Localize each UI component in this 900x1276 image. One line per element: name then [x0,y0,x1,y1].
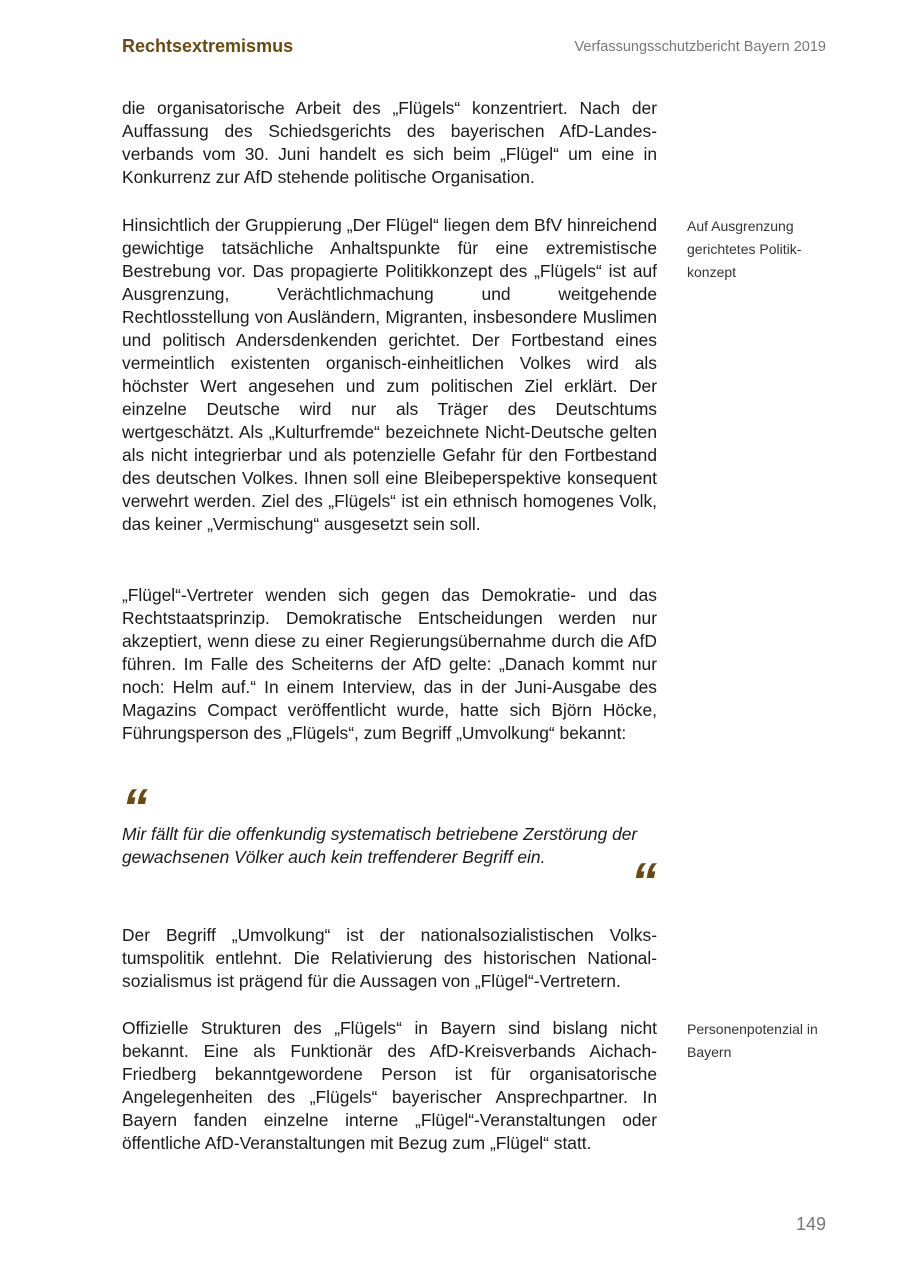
quote-text: Mir fällt für die offenkundig systematisch betriebene Zerstörung der gewachsenen Völker auch kein treffenderer Begriff ein. [122,824,638,867]
paragraph-5-container [122,1017,657,1155]
paragraph-1-container [122,97,657,189]
quote-open-mark: “ [122,779,148,837]
paragraph-5: Offizielle Strukturen des „Flügels“ in Bayern sind bislang nicht bekannt. Eine als Funktionär des AfD-Kreisverbands Aichach-Friedberg bekanntgewordene Person ist für organisatorische Angelegenheiten des „Flügels“ bayerischer Ansprechpartner. In Bayern fanden einzelne interne „Flügel“-Veranstaltungen oder öffentliche AfD-Veranstaltungen mit Bezug zum „Flügel“ statt. [122,1018,657,1153]
paragraph-4: Der Begriff „Umvolkung“ ist der nationalsozialistischen Volkstumspolitik entlehnt. Die Relativierung des historischen Nationalsozialismus ist prägend für die Aussagen von „Flügel“-Vertretern. [122,925,657,991]
running-header-document-title: Verfassungsschutzbericht Bayern 2019 [574,39,826,55]
paragraph-2-container [122,214,657,536]
blockquote [122,779,657,911]
margin-note-politikkonzept: Auf Ausgrenzung gerichtetes Politikkonzept [687,218,802,280]
page-number: 149 [795,1214,826,1234]
paragraph-3: „Flügel“-Vertreter wenden sich gegen das Demokratie- und das Rechtstaatsprinzip. Demokratische Entscheidungen werden nur akzeptiert, wenn diese zu einer Regierungsübernahme durch die AfD führen. Im Falle des Scheiterns der AfD gelte: „Danach kommt nur noch: Helm auf.“ In einem Interview, das in der Juni-Ausgabe des Magazins Compact veröffentlicht wurde, hatte sich Björn Höcke, Führungsperson des „Flügels“, zum Begriff „Umvolkung“ bekannt: [122,585,657,743]
paragraph-2: Hinsichtlich der Gruppierung „Der Flügel“ liegen dem BfV hinreichend gewichtige tatsächliche Anhaltspunkte für eine extremistische Bestrebung vor. Das propagierte Politikkonzept des „Flügels“ ist auf Ausgrenzung, Verächtlichmachung und weitgehende Rechtlosstellung von Ausländern, Migranten, insbesondere Muslimen und politisch Andersdenkenden gerichtet. Der Fortbestand eines vermeintlich existenten organisch-einheitlichen Volkes wird als höchster Wert angesehen und zum politischen Ziel erklärt. Der einzelne Deutsche wird nur als Träger des Deutschtums wertgeschätzt. Als „Kulturfremde“ bezeichnete Nicht-Deutsche gelten als nicht integrierbar und als potenzielle Gefahr für den Fortbestand des deutschen Volkes. Ihnen soll eine Bleibeperspektive konsequent verwehrt werden. Ziel des „Flügels“ ist ein ethnisch homogenes Volk, das keiner „Vermischung“ ausgesetzt sein soll. [122,215,657,534]
paragraph-4-container [122,924,657,993]
paragraph-1: die organisatorische Arbeit des „Flügels“ konzentriert. Nach der Auffassung des Schiedsgerichts des bayerischen AfD-Landesverbands vom 30. Juni handelt es sich beim „Flügel“ um eine in Konkurrenz zur AfD stehende politische Organisation. [122,98,657,187]
running-header-section: Rechtsextremismus [122,36,294,56]
quote-close-mark: “ [631,853,657,911]
margin-note-personenpotenzial: Personenpotenzial in Bayern [687,1021,818,1060]
paragraph-3-container [122,584,657,745]
